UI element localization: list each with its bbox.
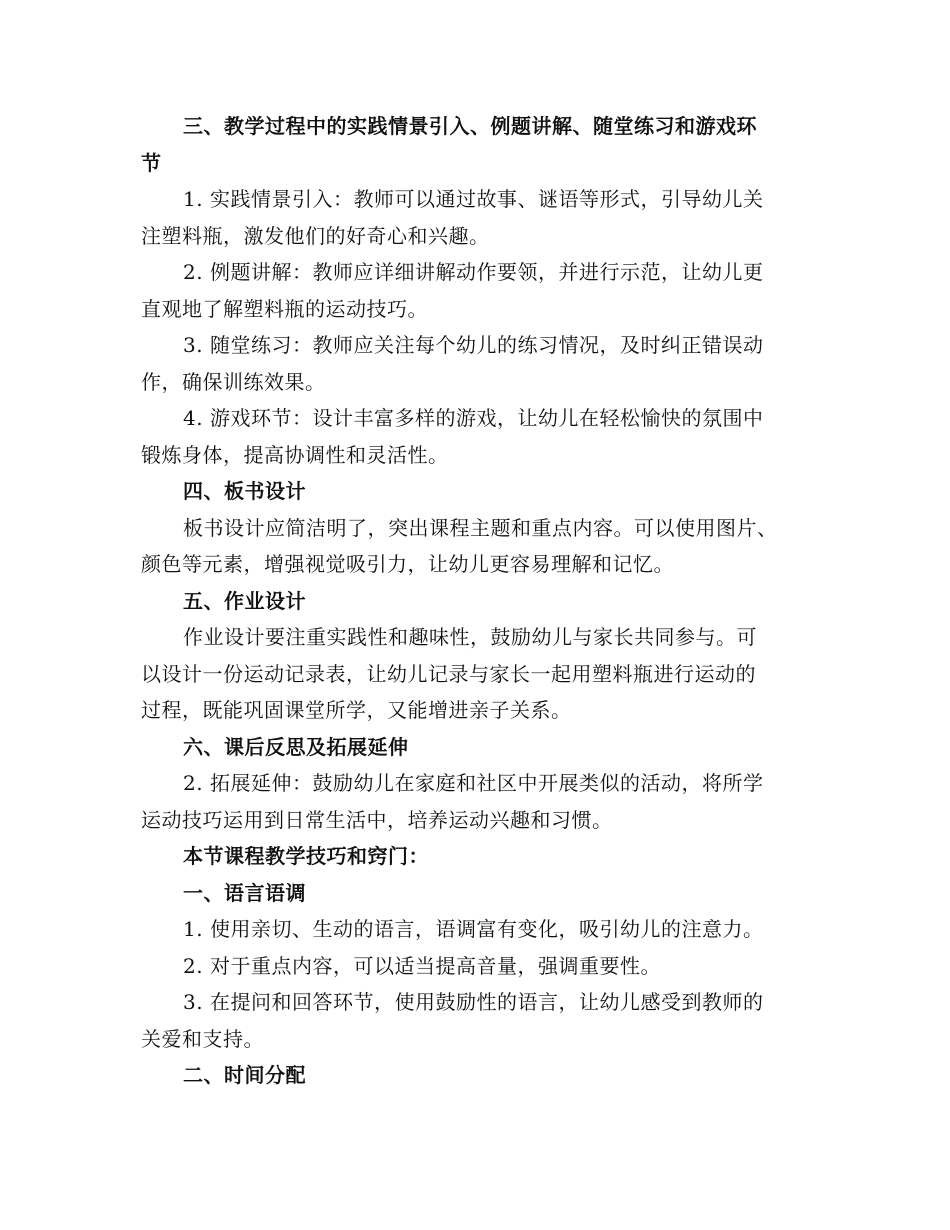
- section-heading-line: 六、课后反思及拓展延伸: [183, 734, 409, 759]
- paragraph-line: 1. 使用亲切、生动的语言，语调富有变化，吸引幼儿的注意力。: [183, 917, 764, 941]
- paragraph-line: 作，确保训练效果。: [141, 369, 326, 394]
- paragraph-line: 3. 随堂练习：教师应关注每个幼儿的练习情况，及时纠正错误动: [183, 333, 764, 357]
- paragraph-line: 颜色等元素，增强视觉吸引力，让幼儿更容易理解和记忆。: [141, 552, 674, 576]
- paragraph-line: 锻炼身体，提高协调性和灵活性。: [141, 442, 449, 467]
- paragraph-line: 2. 对于重点内容，可以适当提高音量，强调重要性。: [183, 953, 661, 978]
- paragraph-line: 关爱和支持。: [141, 1026, 264, 1051]
- section-heading-line: 四、板书设计: [183, 479, 306, 503]
- paragraph-line: 1. 实践情景引入：教师可以通过故事、谜语等形式，引导幼儿关: [183, 187, 764, 211]
- paragraph-line: 3. 在提问和回答环节，使用鼓励性的语言，让幼儿感受到教师的: [183, 990, 764, 1014]
- section-heading-line: 二、时间分配: [183, 1063, 306, 1087]
- section-heading-line: 三、教学过程中的实践情景引入、例题讲解、随堂练习和游戏环: [183, 114, 757, 138]
- paragraph-line: 作业设计要注重实践性和趣味性，鼓励幼儿与家长共同参与。可: [183, 625, 757, 649]
- paragraph-line: 过程，既能巩固课堂所学，又能增进亲子关系。: [141, 698, 572, 722]
- section-heading-line: 节: [141, 150, 162, 175]
- paragraph-line: 以设计一份运动记录表，让幼儿记录与家长一起用塑料瓶进行运动的: [141, 661, 756, 686]
- section-heading-line: 一、语言语调: [183, 880, 306, 905]
- paragraph-line: 运动技巧运用到日常生活中，培养运动兴趣和习惯。: [141, 807, 613, 832]
- paragraph-line: 板书设计应简洁明了，突出课程主题和重点内容。可以使用图片、: [183, 515, 778, 540]
- paragraph-line: 2. 拓展延伸：鼓励幼儿在家庭和社区中开展类似的活动，将所学: [183, 771, 764, 795]
- paragraph-line: 注塑料瓶，激发他们的好奇心和兴趣。: [141, 223, 490, 248]
- paragraph-line: 直观地了解塑料瓶的运动技巧。: [141, 296, 428, 321]
- document-page: [141, 108, 806, 1094]
- paragraph-line: 4. 游戏环节：设计丰富多样的游戏，让幼儿在轻松愉快的氛围中: [183, 406, 764, 430]
- section-heading-line: 本节课程教学技巧和窍门：: [183, 844, 429, 868]
- paragraph-line: 2. 例题讲解：教师应详细讲解动作要领，并进行示范，让幼儿更: [183, 260, 764, 284]
- section-heading-line: 五、作业设计: [183, 588, 306, 613]
